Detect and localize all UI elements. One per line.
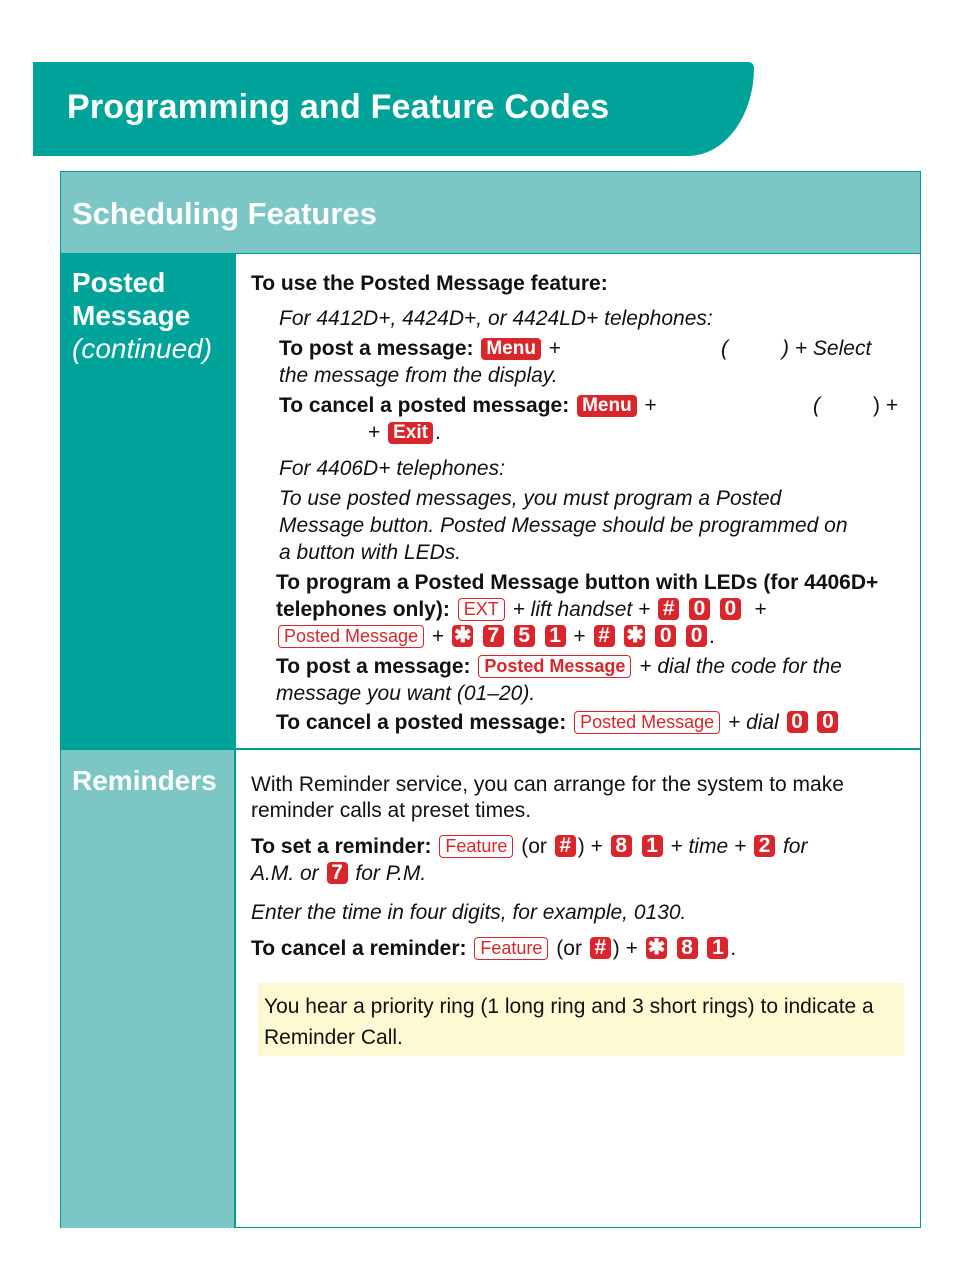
reminder-note-text: You hear a priority ring (1 long ring and 3 short rings) to indicate a Reminder Call.: [264, 995, 874, 1049]
feature-table: [60, 171, 921, 1228]
posted-para-line-2: Message button. Posted Message should be programmed on: [279, 514, 848, 537]
posted-para-line-3: a button with LEDs.: [279, 541, 462, 564]
section-header: [61, 172, 920, 254]
cancel-open-paren: (: [813, 394, 820, 417]
feature-button-label: Feature: [474, 937, 548, 960]
post-select: ) + Select: [782, 337, 872, 360]
digit-7-key: 7: [483, 625, 504, 647]
post2-line-1: To post a message: Posted Message + dial the code for the: [276, 655, 842, 678]
reminder-note-box: [258, 983, 904, 1056]
reminders-label: Reminders: [72, 765, 217, 796]
for-4406-heading: For 4406D+ telephones:: [279, 457, 505, 480]
post-open-paren: (: [721, 337, 728, 360]
reminders-label-cell: [61, 750, 234, 1228]
post-message-line: To post a message: Menu +: [279, 337, 562, 360]
post2-line-2: message you want (01–20).: [276, 682, 536, 705]
star-key: ✱: [454, 624, 472, 647]
feature-button-label: Feature: [439, 835, 513, 858]
digit-5-key: 5: [514, 625, 535, 647]
section-title: Scheduling Features: [72, 196, 377, 231]
digit-1-key: 1: [642, 835, 663, 857]
exit-key: Exit: [388, 422, 433, 444]
digit-8-key: 8: [611, 835, 632, 857]
hash-key: #: [555, 835, 576, 857]
star-key: ✱: [647, 936, 666, 959]
digit-0-key: 0: [655, 625, 676, 647]
hash-key: #: [658, 598, 679, 620]
digit-8-key: 8: [677, 937, 698, 959]
posted-message-label-cell: [61, 254, 234, 750]
reminders-intro-2: reminder calls at preset times.: [251, 799, 532, 822]
cancel2-line: To cancel a posted message: Posted Message + dial 0 0: [276, 709, 840, 736]
set-reminder-line-2: A.M. or 7 for P.M.: [251, 861, 427, 885]
posted-message-button-label: Posted Message: [574, 711, 720, 734]
program-lead-1: To program a Posted Message button with LEDs (for 4406D+: [276, 571, 879, 594]
posted-message-button-label: Posted Message: [478, 655, 631, 678]
digit-0-key: 0: [817, 711, 838, 733]
digit-1-key: 1: [545, 625, 566, 647]
menu-key: Menu: [577, 395, 637, 417]
ext-button-label: EXT: [458, 598, 505, 621]
hash-key: #: [590, 937, 611, 959]
header-band: [33, 62, 754, 156]
posted-message-label: Posted Message (continued): [72, 267, 213, 364]
digit-0-key: 0: [686, 625, 707, 647]
digit-2-key: 2: [754, 835, 775, 857]
set-reminder-line-1: To set a reminder: Feature (or # ) + 8 1 + time + 2 for: [251, 834, 808, 858]
cancel-reminder-line: To cancel a reminder: Feature (or # ) + ✱ 8 1 .: [251, 936, 737, 960]
hash-key: #: [594, 625, 615, 647]
cancel-message-line: To cancel a posted message: Menu +: [279, 394, 657, 417]
digit-0-key: 0: [720, 598, 741, 620]
page-title: Programming and Feature Codes: [67, 88, 610, 126]
post-select-cont: the message from the display.: [279, 364, 558, 387]
program-line-3: Posted Message + ✱ 7 5 1 + # ✱ 0 0 .: [276, 623, 715, 650]
digit-0-key: 0: [787, 711, 808, 733]
menu-key: Menu: [481, 338, 541, 360]
row-divider: [61, 748, 920, 750]
posted-para-line-1: To use posted messages, you must program a Posted: [279, 487, 782, 510]
posted-message-button-label: Posted Message: [278, 625, 424, 648]
enter-time-hint: Enter the time in four digits, for example, 0130.: [251, 901, 687, 924]
for-4412-heading: For 4412D+, 4424D+, or 4424LD+ telephones:: [279, 307, 713, 330]
posted-intro: To use the Posted Message feature:: [251, 272, 608, 295]
cancel-exit-line: + Exit .: [368, 421, 441, 444]
reminders-intro-1: With Reminder service, you can arrange for the system to make: [251, 773, 844, 796]
column-divider: [234, 254, 236, 1228]
program-line-2: telephones only): EXT + lift handset + # 0 0 +: [276, 597, 767, 621]
digit-0-key: 0: [689, 598, 710, 620]
cancel-close-plus: ) +: [873, 394, 899, 417]
star-key: ✱: [626, 624, 644, 647]
digit-1-key: 1: [707, 937, 728, 959]
digit-7-key: 7: [327, 862, 348, 884]
